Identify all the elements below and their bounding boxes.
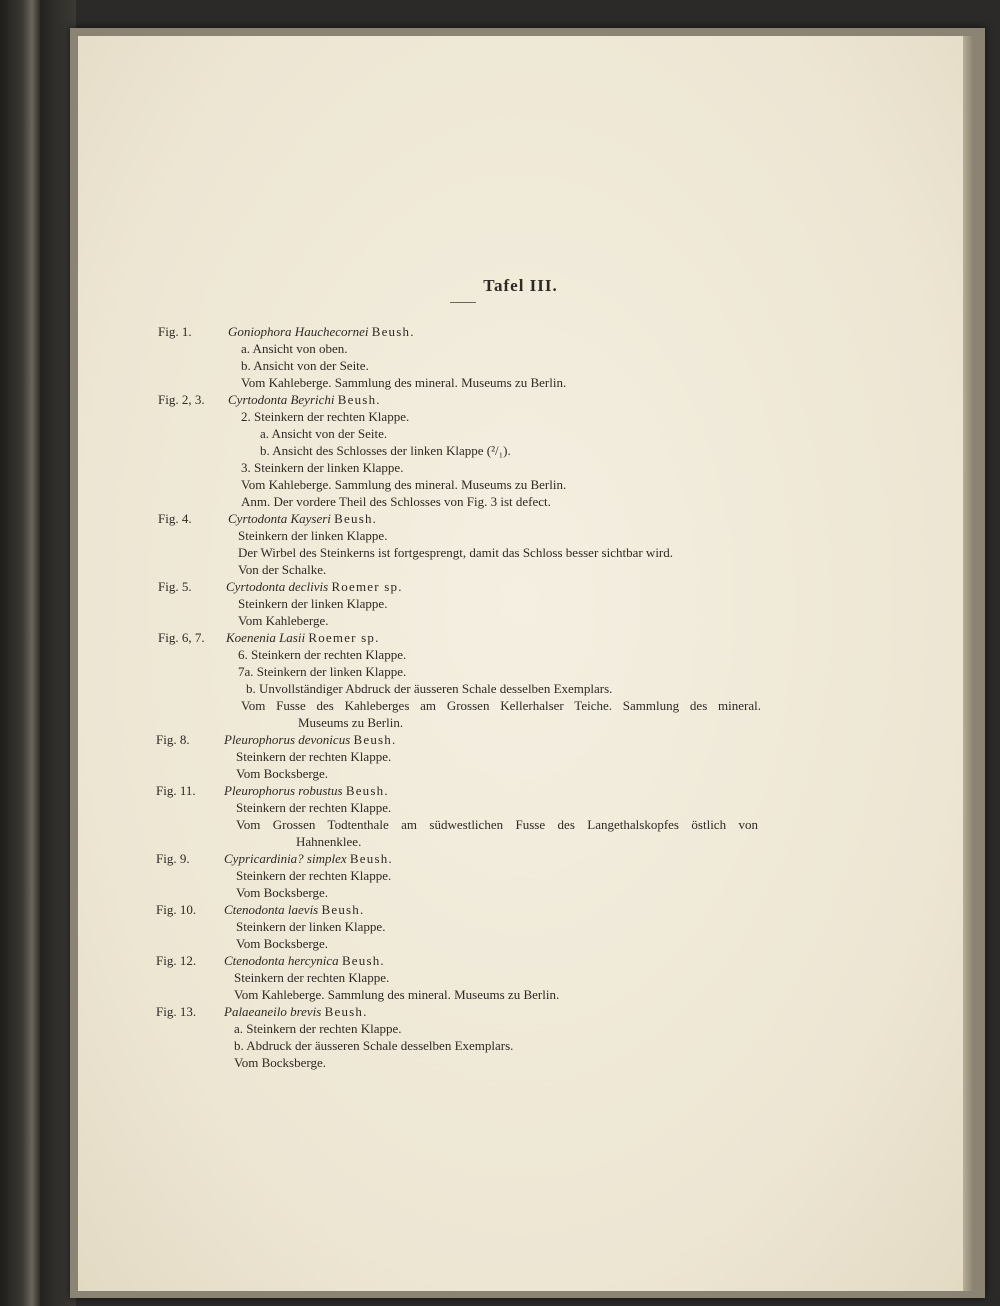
description-line: b. Abdruck der äusseren Schale desselben Exemplars. bbox=[234, 1038, 514, 1053]
description-line: a. Ansicht von oben. bbox=[241, 341, 348, 356]
species-author: Beush. bbox=[324, 1004, 368, 1019]
description-line: Steinkern der linken Klappe. bbox=[238, 528, 388, 543]
description-line: Vom Kahleberge. Sammlung des mineral. Museums zu Berlin. bbox=[234, 987, 560, 1002]
book-spine bbox=[0, 0, 40, 1306]
species-heading bbox=[226, 629, 380, 646]
description-line: 3. Steinkern der linken Klappe. bbox=[241, 460, 404, 475]
species-heading bbox=[224, 782, 389, 799]
species-name: Pleurophorus devonicus bbox=[224, 732, 351, 747]
species-heading bbox=[224, 850, 393, 867]
species-author: Roemer sp. bbox=[331, 579, 403, 594]
species-author: Beush. bbox=[345, 783, 389, 798]
species-author: Beush. bbox=[341, 953, 385, 968]
species-author: Beush. bbox=[353, 732, 397, 747]
fig-label: Fig. 12. bbox=[156, 953, 197, 968]
species-name: Pleurophorus robustus bbox=[224, 783, 343, 798]
species-author: Roemer sp. bbox=[308, 630, 380, 645]
fig-label: Fig. 10. bbox=[156, 902, 197, 917]
species-name: Koenenia Lasii bbox=[226, 630, 306, 645]
title-rule bbox=[450, 302, 476, 303]
fig-label: Fig. 5. bbox=[158, 579, 192, 594]
species-name: Ctenodonta hercynica bbox=[224, 953, 339, 968]
description-line: Anm. Der vordere Theil des Schlosses von Fig. 3 ist defect. bbox=[241, 494, 551, 509]
species-heading bbox=[224, 731, 396, 748]
description-line: Vom Kahleberge. bbox=[238, 613, 329, 628]
species-heading bbox=[226, 578, 403, 595]
species-author: Beush. bbox=[349, 851, 393, 866]
species-author: Beush. bbox=[371, 324, 415, 339]
plate-title: Tafel III. bbox=[483, 276, 558, 295]
description-line: Steinkern der linken Klappe. bbox=[236, 919, 386, 934]
description-line: 2. Steinkern der rechten Klappe. bbox=[241, 409, 410, 424]
fig-label: Fig. 9. bbox=[156, 851, 190, 866]
fig-label: Fig. 2, 3. bbox=[158, 392, 205, 407]
fig-label: Fig. 6, 7. bbox=[158, 630, 205, 645]
description-line: Steinkern der rechten Klappe. bbox=[236, 868, 392, 883]
species-name: Cyrtodonta Kayseri bbox=[228, 511, 331, 526]
description-line bbox=[241, 697, 761, 714]
species-name: Palaeaneilo brevis bbox=[224, 1004, 322, 1019]
description-line: 7a. Steinkern der linken Klappe. bbox=[238, 664, 407, 679]
description-line: 6. Steinkern der rechten Klappe. bbox=[238, 647, 407, 662]
fig-label: Fig. 11. bbox=[156, 783, 196, 798]
species-heading bbox=[228, 391, 381, 408]
description-line: Steinkern der rechten Klappe. bbox=[236, 800, 392, 815]
description-line: Vom Kahleberge. Sammlung des mineral. Museums zu Berlin. bbox=[241, 375, 567, 390]
description-line: a. Steinkern der rechten Klappe. bbox=[234, 1021, 402, 1036]
species-author: Beush. bbox=[321, 902, 365, 917]
species-name: Goniophora Hauchecornei bbox=[228, 324, 369, 339]
description-line: Steinkern der rechten Klappe. bbox=[234, 970, 390, 985]
description-line: b. Ansicht des Schlosses der linken Klappe (²/₁). bbox=[260, 443, 511, 458]
description-line: Vom Kahleberge. Sammlung des mineral. Museums zu Berlin. bbox=[241, 477, 567, 492]
description-line: Vom Bocksberge. bbox=[236, 766, 328, 781]
description-line: Von der Schalke. bbox=[238, 562, 327, 577]
fig-label: Fig. 8. bbox=[156, 732, 190, 747]
species-heading bbox=[224, 901, 364, 918]
plate-explanation-page bbox=[78, 36, 963, 1291]
description-text: Vom Fusse des Kahleberges am Grossen Kellerhalser Teiche. Sammlung des mineral. bbox=[241, 698, 761, 713]
species-heading bbox=[224, 1003, 368, 1020]
description-line: b. Unvollständiger Abdruck der äusseren Schale desselben Exemplars. bbox=[246, 681, 613, 696]
species-heading bbox=[224, 952, 385, 969]
description-text: Vom Grossen Todtenthale am südwestlichen Fusse des Langethalskopfes östlich von bbox=[236, 817, 758, 832]
species-heading bbox=[228, 510, 377, 527]
description-line: Der Wirbel des Steinkerns ist fortgesprengt, damit das Schloss besser sichtbar wird. bbox=[238, 545, 674, 560]
species-name: Cyrtodonta Beyrichi bbox=[228, 392, 335, 407]
description-line: Vom Bocksberge. bbox=[234, 1055, 326, 1070]
fig-label: Fig. 4. bbox=[158, 511, 192, 526]
species-author: Beush. bbox=[337, 392, 381, 407]
description-line: b. Ansicht von der Seite. bbox=[241, 358, 369, 373]
description-line: Steinkern der linken Klappe. bbox=[238, 596, 388, 611]
page-edge bbox=[963, 36, 973, 1291]
description-line: Vom Bocksberge. bbox=[236, 936, 328, 951]
fig-label: Fig. 13. bbox=[156, 1004, 197, 1019]
species-heading bbox=[228, 323, 415, 340]
description-line: Museums zu Berlin. bbox=[298, 715, 404, 730]
species-name: Cypricardinia? simplex bbox=[224, 851, 347, 866]
description-line: Steinkern der rechten Klappe. bbox=[236, 749, 392, 764]
description-line: a. Ansicht von der Seite. bbox=[260, 426, 388, 441]
description-line bbox=[236, 816, 758, 833]
species-name: Ctenodonta laevis bbox=[224, 902, 319, 917]
description-line: Vom Bocksberge. bbox=[236, 885, 328, 900]
fig-label: Fig. 1. bbox=[158, 324, 192, 339]
description-line: Hahnenklee. bbox=[296, 834, 362, 849]
species-name: Cyrtodonta declivis bbox=[226, 579, 329, 594]
species-author: Beush. bbox=[334, 511, 378, 526]
